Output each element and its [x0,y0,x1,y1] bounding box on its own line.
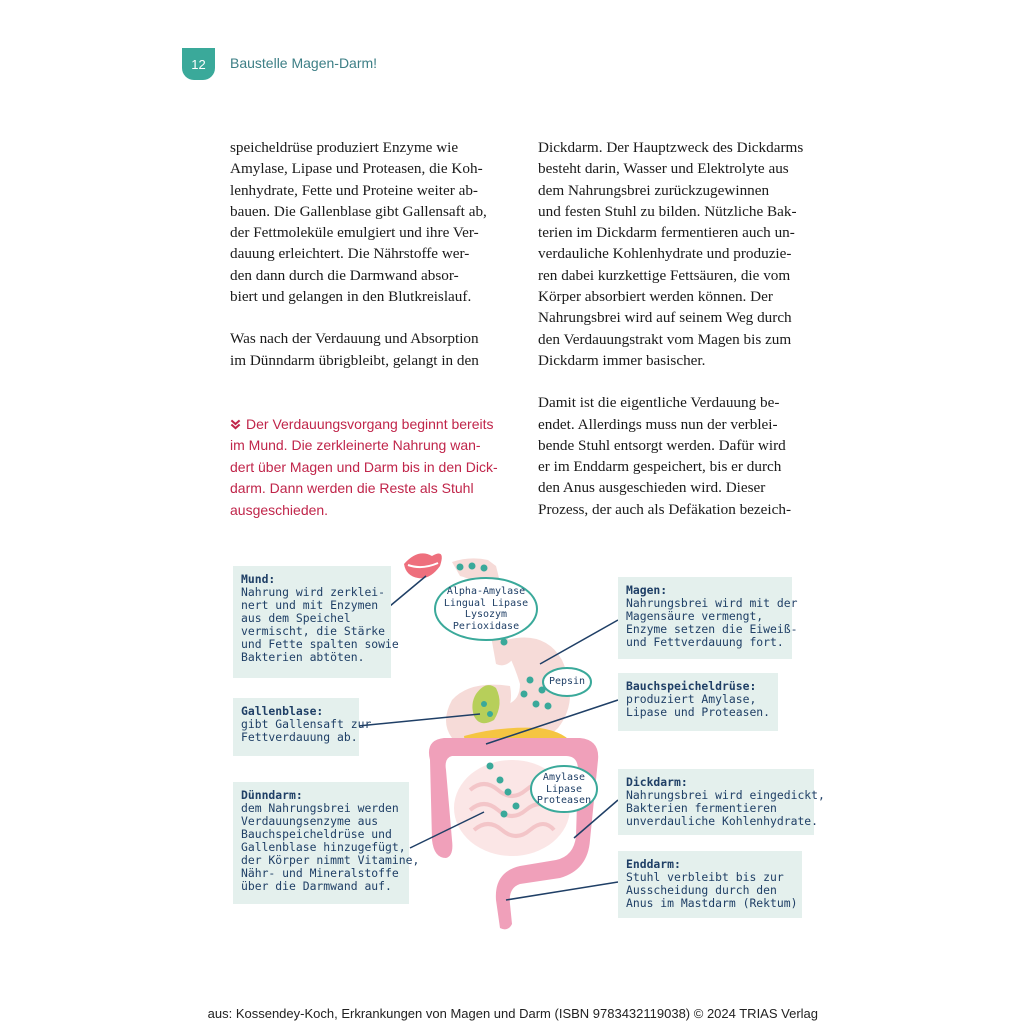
label-title: Dickdarm: [626,775,688,789]
text-line: Nahrungsbrei wird eingedickt, [626,788,825,802]
page-number-badge: 12 [182,48,215,80]
text-line: der Körper nimmt Vitamine, [241,853,420,867]
text-line: den Anus ausgeschieden wird. Dieser [538,479,766,497]
label-body [626,693,770,719]
highlight-text [230,414,530,521]
text-line: der Fettmoleküle emulgiert und ihre Ver- [230,224,479,242]
paragraph [230,137,530,307]
text-line: Proteasen [536,795,592,806]
text-line: Magensäure vermengt, [626,609,764,623]
text-line: Stuhl verbleibt bis zur [626,870,784,884]
label-duenndarm [233,782,420,904]
text-line: Verdauungsenzyme aus [241,814,379,828]
text-line: Ausscheidung durch den [626,883,777,897]
label-magen [618,577,798,659]
text-line: ren dabei kurzkettige Fettsäuren, die vom [538,266,791,284]
label-body [626,870,798,910]
text-line: Lipase und Proteasen. [626,705,771,719]
label-body [241,801,420,893]
label-title: Magen: [626,583,668,597]
chevron-down-icon [230,419,241,430]
text-line: Gallenblase hinzugefügt, [241,840,406,854]
text-line: Anus im Mastdarm (Rektum) [626,896,798,910]
text-line: Dickdarm. Der Hauptzweck des Dickdarms [538,139,804,156]
text-line: nert und mit Enzymen [241,598,379,612]
text-line: Fettverdauung ab. [241,730,358,744]
text-line: und festen Stuhl zu bilden. Nützliche Bak- [538,202,797,220]
label-body [626,788,825,828]
text-line: und Fette spalten sowie [241,637,399,651]
text-line: Bakterien abtöten. [241,650,365,664]
text-line: über die Darmwand auf. [241,879,392,893]
text-line: Alpha-Amylase [446,586,526,597]
text-column-left [230,137,530,371]
text-line: verdauliche Kohlenhydrate und produzie- [538,245,792,263]
enzyme-list-intestine [531,772,597,807]
text-line: dem Nahrungsbrei zurückzugewinnen [538,181,770,199]
highlight-box [230,414,530,521]
text-line: Nähr- und Mineralstoffe [241,866,399,880]
text-line: speicheldrüse produziert Enzyme wie [230,139,459,156]
text-line: Lingual Lipase [443,597,529,609]
text-line: besteht darin, Wasser und Elektrolyte aus [538,160,789,178]
text-line [230,457,530,478]
highlight-line-text: Der Verdauungsvorgang beginnt bereits [246,416,494,432]
label-gallenblase [233,698,372,756]
label-title: Dünndarm: [241,788,303,802]
text-line: Nahrungsbrei wird mit der [626,596,798,610]
text-line: aus dem Speichel [241,611,351,625]
text-line: bende Stuhl entsorgt werden. Dafür wird [538,436,786,454]
text-line: Pepsin [548,676,586,687]
text-line: Dickdarm immer basischer. [538,351,706,369]
paragraph [538,392,830,520]
label-title: Bauchspeicheldrüse: [626,679,757,693]
highlight-line-text: im Mund. Die zerkleinerte Nahrung wan- [230,437,481,454]
text-line: und Fettverdauung fort. [626,635,784,649]
text-line [230,500,530,521]
text-line [230,478,530,499]
label-bauchspeicheldruese [618,673,778,731]
label-enddarm [618,851,802,918]
label-body [241,717,372,744]
text-line: Perioxidase [452,620,520,632]
text-line: Lipase [545,783,583,795]
text-line: bauen. Die Gallenblase gibt Gallensaft ab, [230,202,487,220]
highlight-line-text: dert über Magen und Darm bis in den Dick- [230,458,498,475]
text-line: gibt Gallensaft zur [241,717,372,731]
text-line: Amylase [542,772,586,783]
label-dickdarm [618,769,825,835]
text-line: den Verdauungstrakt vom Magen bis zum [538,330,792,348]
text-line: dauung erleichtert. Die Nährstoffe wer- [230,245,470,263]
text-line: Körper absorbiert werden können. Der [538,288,773,306]
text-line: terien im Dickdarm fermentieren auch un- [538,224,795,242]
text-column-right [538,137,830,520]
text-line: Damit ist die eigentliche Verdauung be- [538,394,780,412]
highlight-line-text: ausgeschieden. [230,501,329,518]
text-line: im Dünndarm übrigbleibt, gelangt in den [230,351,479,369]
text-line: Prozess, der auch als Defäkation bezeich- [538,500,792,518]
highlight-line-text: darm. Dann werden die Reste als Stuhl [230,480,474,497]
text-line: Nahrungsbrei wird auf seinem Weg durch [538,309,792,327]
text-line: Amylase, Lipase und Proteasen, die Koh- [230,160,483,178]
text-line: vermischt, die Stärke [241,624,386,638]
text-line: dem Nahrungsbrei werden [241,801,399,815]
text-line: endet. Allerdings muss nun der verblei- [538,415,778,433]
text-line: Bakterien fermentieren [626,801,777,815]
text-line: unverdauliche Kohlenhydrate. [626,814,819,828]
source-credit: aus: Kossendey-Koch, Erkrankungen von Magen und Darm (ISBN 9783432119038) © 2024 TRIAS Verlag [207,1006,818,1021]
label-title: Mund: [241,572,276,586]
text-line: Enzyme setzen die Eiweiß- [626,622,798,636]
text-line [230,414,530,435]
paragraph [230,328,530,371]
text-line: er im Enddarm gespeichert, bis er durch [538,458,782,476]
running-head: Baustelle Magen-Darm! [230,55,378,71]
text-line: biert und gelangen in den Blutkreislauf. [230,288,472,306]
text-line: Bauchspeicheldrüse und [241,827,392,841]
label-body [241,585,399,664]
text-line: Lysozym [464,609,508,620]
text-line: Nahrung wird zerklei- [241,585,386,599]
text-line: lenhydrate, Fette und Proteine weiter ab- [230,181,478,199]
label-mund [233,566,399,678]
label-title: Enddarm: [626,857,681,871]
label-title: Gallenblase: [241,704,324,718]
text-line: den dann durch die Darmwand absor- [230,266,459,284]
enzyme-list-stomach [543,676,591,688]
enzyme-list-mouth [436,586,536,632]
text-line [230,435,530,456]
label-body [626,596,798,649]
text-line: produziert Amylase, [626,692,757,706]
text-line: Was nach der Verdauung und Absorption [230,330,479,348]
paragraph [538,137,830,371]
